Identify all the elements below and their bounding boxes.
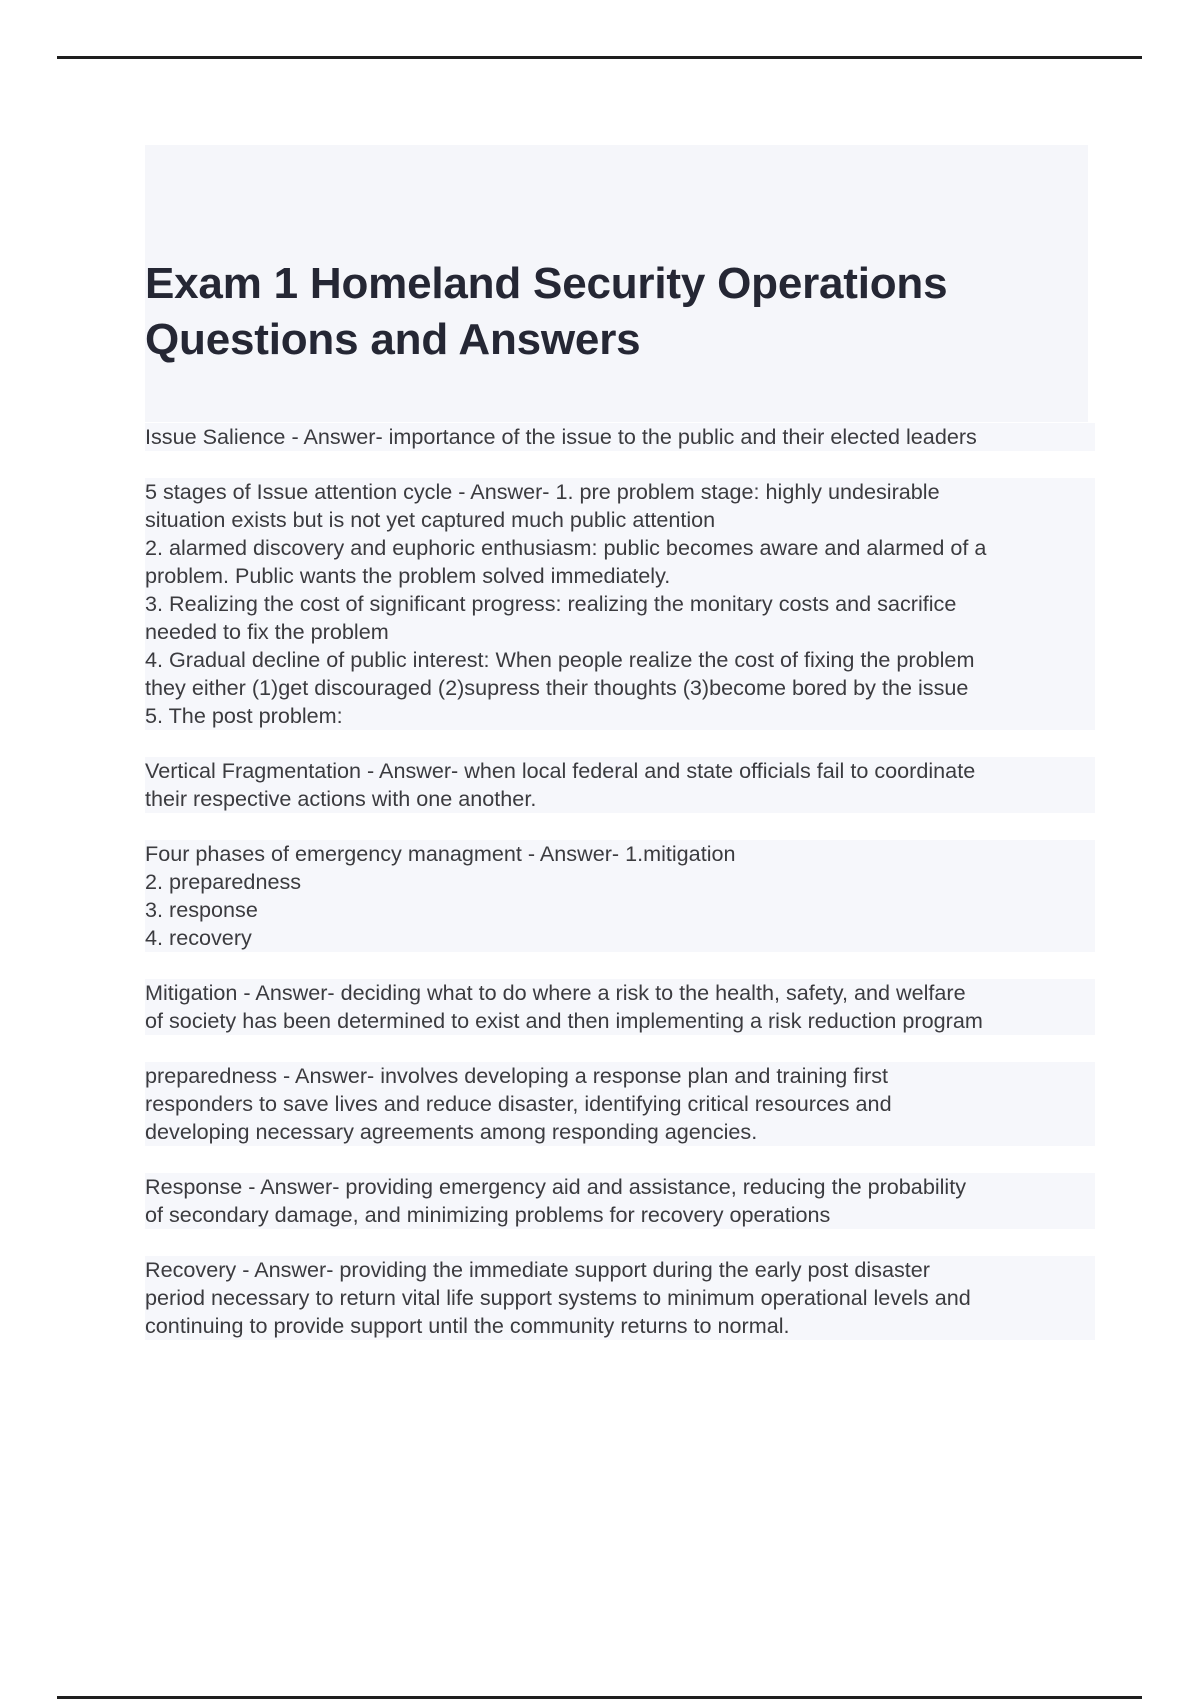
title-line-2: Questions and Answers	[145, 315, 641, 364]
qa-line: responders to save lives and reduce disaster, identifying critical resources and	[145, 1090, 1095, 1118]
qa-item-vertical-fragmentation	[145, 757, 1095, 813]
qa-item-response	[145, 1173, 1095, 1229]
title-line-1: Exam 1 Homeland Security Operations	[145, 259, 948, 308]
qa-line: Mitigation - Answer- deciding what to do where a risk to the health, safety, and welfare	[145, 979, 1095, 1007]
document-title	[145, 256, 1088, 368]
qa-line: needed to fix the problem	[145, 618, 1095, 646]
qa-line: problem. Public wants the problem solved immediately.	[145, 562, 1095, 590]
qa-line: 4. Gradual decline of public interest: When people realize the cost of fixing the problem	[145, 646, 1095, 674]
qa-item-issue-attention-cycle	[145, 478, 1095, 730]
qa-line: Issue Salience - Answer- importance of the issue to the public and their elected leaders	[145, 423, 1095, 451]
qa-line: of society has been determined to exist and then implementing a risk reduction program	[145, 1007, 1095, 1035]
qa-line: Vertical Fragmentation - Answer- when local federal and state officials fail to coordinate	[145, 757, 1095, 785]
qa-item-preparedness	[145, 1062, 1095, 1146]
qa-line: period necessary to return vital life support systems to minimum operational levels and	[145, 1284, 1095, 1312]
qa-item-mitigation	[145, 979, 1095, 1035]
header-rule	[57, 56, 1142, 59]
qa-line: continuing to provide support until the community returns to normal.	[145, 1312, 1095, 1340]
qa-line: 4. recovery	[145, 924, 1095, 952]
qa-line: they either (1)get discouraged (2)supress their thoughts (3)become bored by the issue	[145, 674, 1095, 702]
qa-item-recovery	[145, 1256, 1095, 1340]
qa-line: 5. The post problem:	[145, 702, 1095, 730]
qa-list	[145, 423, 1095, 1367]
qa-line: their respective actions with one another.	[145, 785, 1095, 813]
qa-line: 3. Realizing the cost of significant progress: realizing the monitary costs and sacrifice	[145, 590, 1095, 618]
qa-line: Four phases of emergency managment - Answer- 1.mitigation	[145, 840, 1095, 868]
qa-line: 5 stages of Issue attention cycle - Answer- 1. pre problem stage: highly undesirable	[145, 478, 1095, 506]
qa-item-four-phases	[145, 840, 1095, 952]
qa-line: situation exists but is not yet captured much public attention	[145, 506, 1095, 534]
qa-item-issue-salience	[145, 423, 1095, 451]
qa-line: preparedness - Answer- involves developing a response plan and training first	[145, 1062, 1095, 1090]
qa-line: developing necessary agreements among responding agencies.	[145, 1118, 1095, 1146]
qa-line: Recovery - Answer- providing the immediate support during the early post disaster	[145, 1256, 1095, 1284]
qa-line: Response - Answer- providing emergency aid and assistance, reducing the probability	[145, 1173, 1095, 1201]
qa-line: 3. response	[145, 896, 1095, 924]
qa-line: 2. alarmed discovery and euphoric enthusiasm: public becomes aware and alarmed of a	[145, 534, 1095, 562]
qa-line: 2. preparedness	[145, 868, 1095, 896]
qa-line: of secondary damage, and minimizing problems for recovery operations	[145, 1201, 1095, 1229]
footer-rule	[57, 1696, 1142, 1699]
